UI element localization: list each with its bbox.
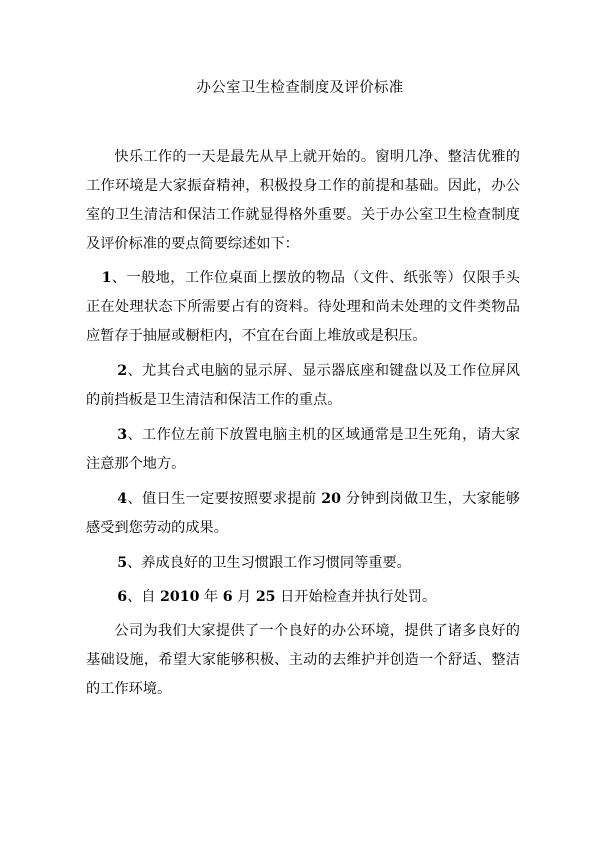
- rule-number: 5: [117, 555, 128, 571]
- rule-number: 6: [117, 589, 128, 605]
- rule-item-1: [86, 264, 520, 351]
- rule-highlight: 20: [321, 491, 342, 507]
- intro-paragraph: 快乐工作的一天是最先从早上就开始的。窗明几净、整洁优雅的工作环境是大家振奋精神，积极投身工作的前提和基础。因此，办公室的卫生清洁和保洁工作就显得格外重要。关于办公室卫生检查制度及评价标准的要点简要综述如下：: [86, 149, 520, 252]
- rule-highlight: 6: [222, 589, 233, 605]
- rule-number: 1: [101, 270, 112, 286]
- rule-text: 日开始检查并执行处罚。: [275, 589, 437, 605]
- closing-paragraph: 公司为我们大家提供了一个良好的办公环境，提供了诸多良好的基础设施，希望大家能够积极、主动的去维护并创造一个舒适、整洁的工作环境。: [86, 623, 520, 697]
- rule-text: 月: [232, 589, 256, 605]
- rule-number: 3: [117, 427, 128, 443]
- rule-item-4: [86, 485, 520, 543]
- rule-item-2: [86, 357, 520, 415]
- rule-highlight: 25: [255, 589, 276, 605]
- rule-item-6: [86, 583, 520, 612]
- rule-text: 年: [199, 589, 223, 605]
- document-body: [86, 143, 520, 704]
- rule-number: 2: [117, 363, 128, 379]
- rule-text: 、一般地，工作位桌面上摆放的物品（文件、纸张等）仅限手头正在处理状态下所需要占有的资料。待处理和尚未处理的文件类物品应暂存于抽屉或橱柜内，不宜在台面上堆放或是积压。: [86, 270, 520, 344]
- document-title: 办公室卫生检查制度及评价标准: [196, 80, 404, 96]
- rule-text: 分钟到岗做卫生，大家能够感受到您劳动的成果。: [86, 491, 520, 536]
- rule-text: 、工作位左前下放置电脑主机的区域通常是卫生死角，请大家注意那个地方。: [86, 427, 520, 472]
- rule-number: 4: [117, 491, 128, 507]
- rule-text: 、自: [127, 589, 160, 605]
- rule-item-5: [86, 549, 520, 578]
- rule-text: 、值日生一定要按照要求提前: [127, 491, 322, 507]
- rule-item-3: [86, 421, 520, 479]
- rule-highlight: 2010: [160, 589, 200, 605]
- rule-text: 、尤其台式电脑的显示屏、显示器底座和键盘以及工作位屏风的前挡板是卫生清洁和保洁工作的重点。: [86, 363, 520, 408]
- rule-text: 、养成良好的卫生习惯跟工作习惯同等重要。: [127, 555, 411, 571]
